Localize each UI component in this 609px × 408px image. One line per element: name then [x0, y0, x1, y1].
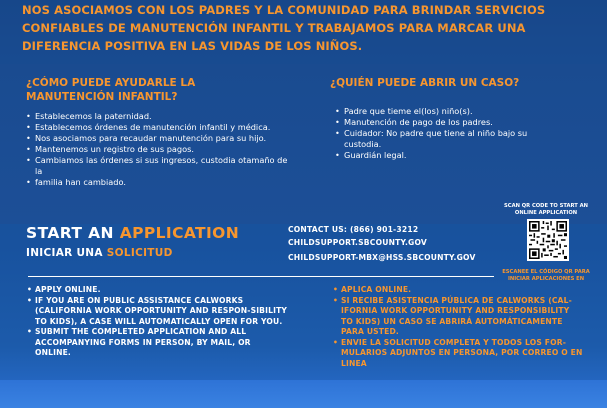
footer-band	[0, 380, 609, 408]
list-item: • familia han cambiado.	[26, 177, 288, 188]
iniciar-heading-plain: INICIAR UNA	[26, 247, 107, 259]
qr-caption-spanish: ESCANEE EL CÓDIGO QR PARA INICIAR APLICACIONES EN	[502, 269, 590, 282]
qr-code[interactable]	[527, 219, 569, 261]
list-item: • Establecemos órdenes de manutención infantil y médica.	[26, 122, 288, 133]
help-section-list	[26, 111, 288, 188]
help-section-title: ¿CÓMO PUEDE AYUDARLE LA MANUTENCIÓN INFANTIL?	[26, 77, 196, 103]
qr-code-icon	[529, 221, 567, 259]
list-item: • IF YOU ARE ON PUBLIC ASSISTANCE CALWORKS (CALIFORNIA WORK OPPORTUNITY AND RESPON-SIBILITY TO KIDS), A CASE WILL AUTOMATICALLY OPEN FOR YOU.	[27, 296, 289, 328]
list-item: • Establecemos la paternidad.	[26, 111, 288, 122]
iniciar-heading-accent: SOLICITUD	[106, 247, 173, 259]
list-item: • Nos asociamos para recaudar manutención para su hijo.	[26, 133, 288, 144]
intro-statement: NOS ASOCIAMOS CON LOS PADRES Y LA COMUNIDAD PARA BRINDAR SERVICIOS CONFIABLES DE MANUTENCIÓN INFANTIL Y TRABAJAMOS PARA MARCAR UNA DIFERENCIA POSITIVA EN LAS VIDAS DE LOS NIÑOS.	[22, 3, 546, 53]
english-steps-list	[27, 285, 289, 359]
list-item: • Cuidador: No padre que tiene al niño bajo su custodia.	[335, 128, 560, 150]
qr-caption-english: SCAN QR CODE TO START AN ONLINE APPLICATION	[504, 203, 588, 216]
list-item: • Mantenemos un registro de sus pagos.	[26, 144, 288, 155]
iniciar-solicitud-heading	[26, 247, 173, 259]
list-item: • APLICA ONLINE.	[333, 285, 583, 296]
list-item: • Cambiamos las órdenes si sus ingresos, custodia otamaño de la	[26, 155, 288, 177]
contact-email[interactable]: CHILDSUPPORT-MBX@HSS.SBCOUNTY.GOV	[288, 253, 476, 262]
contact-website[interactable]: CHILDSUPPORT.SBCOUNTY.GOV	[288, 238, 428, 247]
start-heading-accent: APPLICATION	[119, 224, 240, 242]
list-item: • APPLY ONLINE.	[27, 285, 289, 296]
spanish-steps-list	[333, 285, 583, 369]
list-item: • SUBMIT THE COMPLETED APPLICATION AND ALL ACCOMPANYING FORMS IN PERSON, BY MAIL, OR ONLINE.	[27, 327, 289, 359]
list-item: • Guardián legal.	[335, 150, 560, 161]
list-item: • Manutención de pago de los padres.	[335, 117, 560, 128]
list-item: • SI RECIBE ASISTENCIA PÚBLICA DE CALWORKS (CAL-IFORNIA WORK OPPORTUNITY AND RESPONSIBILITY TO KIDS) UN CASO SE ABRIRÁ AUTOMÁTICAMENTE PARA USTED.	[333, 296, 583, 338]
list-item: • ENVIE LA SOLICITUD COMPLETA Y TODOS LOS FOR-MULARIOS ADJUNTOS EN PERSONA, POR CORREO O EN LINEA	[333, 338, 583, 370]
start-heading-plain: START AN	[26, 224, 120, 242]
open-case-section-title: ¿QUIÉN PUEDE ABRIR UN CASO?	[330, 77, 520, 89]
open-case-list	[335, 106, 560, 161]
section-divider	[28, 276, 494, 277]
start-application-heading	[26, 224, 239, 242]
contact-phone[interactable]: CONTACT US: (866) 901-3212	[288, 225, 419, 234]
list-item: • Padre que tieme el(los) niño(s).	[335, 106, 560, 117]
